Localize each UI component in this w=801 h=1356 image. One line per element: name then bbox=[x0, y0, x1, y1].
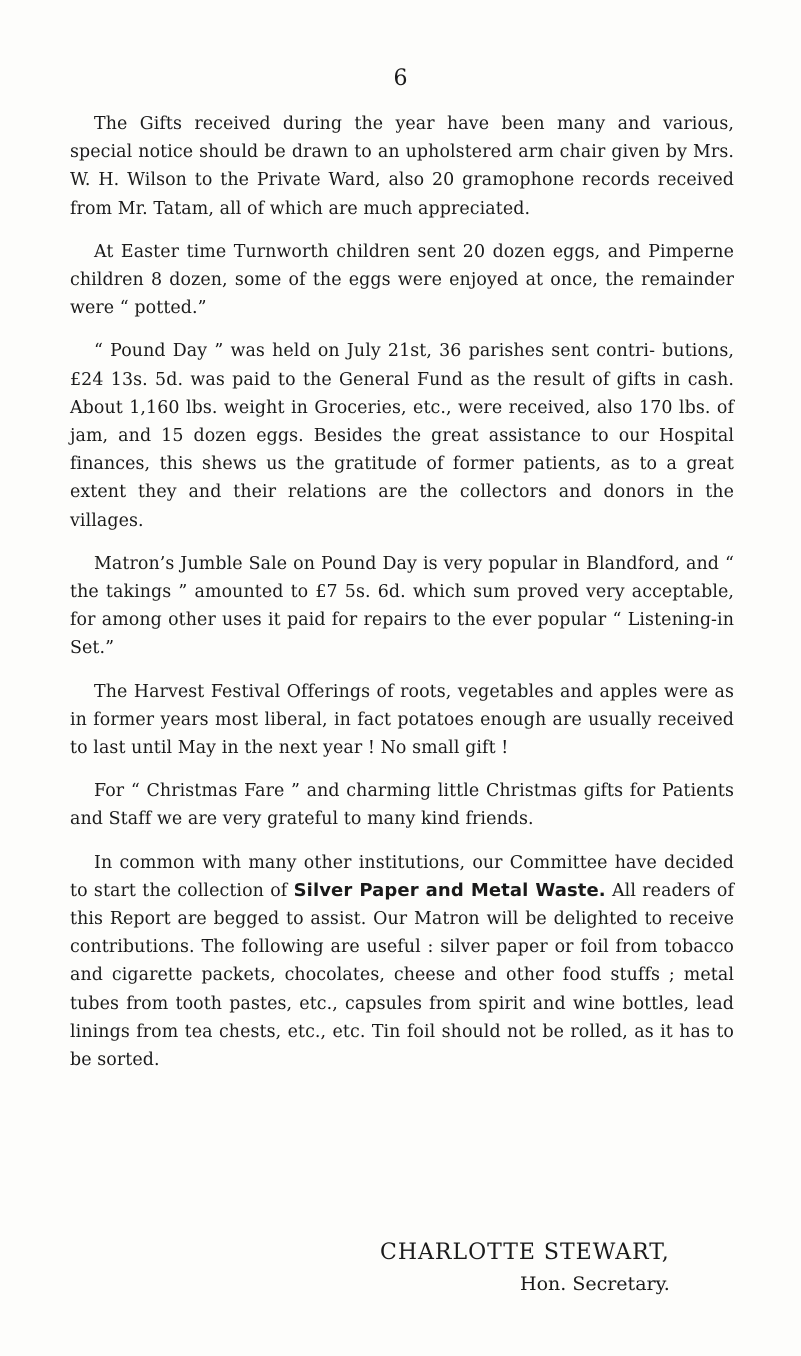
silver-paper-details: All readers of this Report are begged to assist. Our Matron will be delighted to receive contributions. The following are useful : silver paper or foil from tobacco and cigarette packets, chocolates, cheese and other food stuffs ; metal tubes from tooth pastes, etc., capsules from spirit and wine bottles, lead linings from tea chests, etc., etc. Tin foil should not be rolled, as it has to be sorted. bbox=[70, 880, 734, 1071]
paragraph-christmas: For “ Christmas Fare ” and charming little Christmas gifts for Patients and Staff we are very grateful to many kind friends. bbox=[70, 781, 734, 830]
paragraph-jumble-sale: Matron’s Jumble Sale on Pound Day is very popular in Blandford, and “ the takings ” amounted to £7 5s. 6d. which sum proved very acceptable, for among other uses it paid for repairs to the ever popular “ Listening-in Set.” bbox=[70, 553, 734, 659]
page-number: 6 bbox=[393, 66, 408, 91]
signatory-title: Hon. Secretary. bbox=[520, 1273, 670, 1295]
paragraph-silver-paper bbox=[70, 849, 734, 1075]
paragraph-pound-day: “ Pound Day ” was held on July 21st, 36 parishes sent contri- butions, £24 13s. 5d. was paid to the General Fund as the result of gifts in cash. About 1,160 lbs. weight in Groceries, etc., were received, also 170 lbs. of jam, and 15 dozen eggs. Besides the great assistance to our Hospital finances, this shews us the gratitude of former patients, as to a great extent they and their relations are the collectors and donors in the villages. bbox=[70, 341, 734, 531]
report-body bbox=[70, 110, 734, 1089]
silver-paper-intro: In common with many other institutions, our Committee have decided to start the collection of bbox=[70, 852, 734, 901]
paragraph-harvest: The Harvest Festival Offerings of roots, vegetables and apples were as in former years most liberal, in fact potatoes enough are usually received to last until May in the next year ! No small gift ! bbox=[70, 681, 734, 759]
paragraph-easter: At Easter time Turnworth children sent 20 dozen eggs, and Pimperne children 8 dozen, some of the eggs were enjoyed at once, the remainder were “ potted.” bbox=[70, 241, 734, 319]
paragraph-gifts: The Gifts received during the year have been many and various, special notice should be drawn to an upholstered arm chair given by Mrs. W. H. Wilson to the Private Ward, also 20 gramophone records received from Mr. Tatam, all of which are much appreciated. bbox=[70, 114, 734, 219]
signatory-name: CHARLOTTE STEWART, bbox=[380, 1240, 670, 1265]
silver-paper-heading: Silver Paper and Metal Waste. bbox=[293, 879, 606, 901]
signature-block bbox=[0, 1238, 801, 1318]
